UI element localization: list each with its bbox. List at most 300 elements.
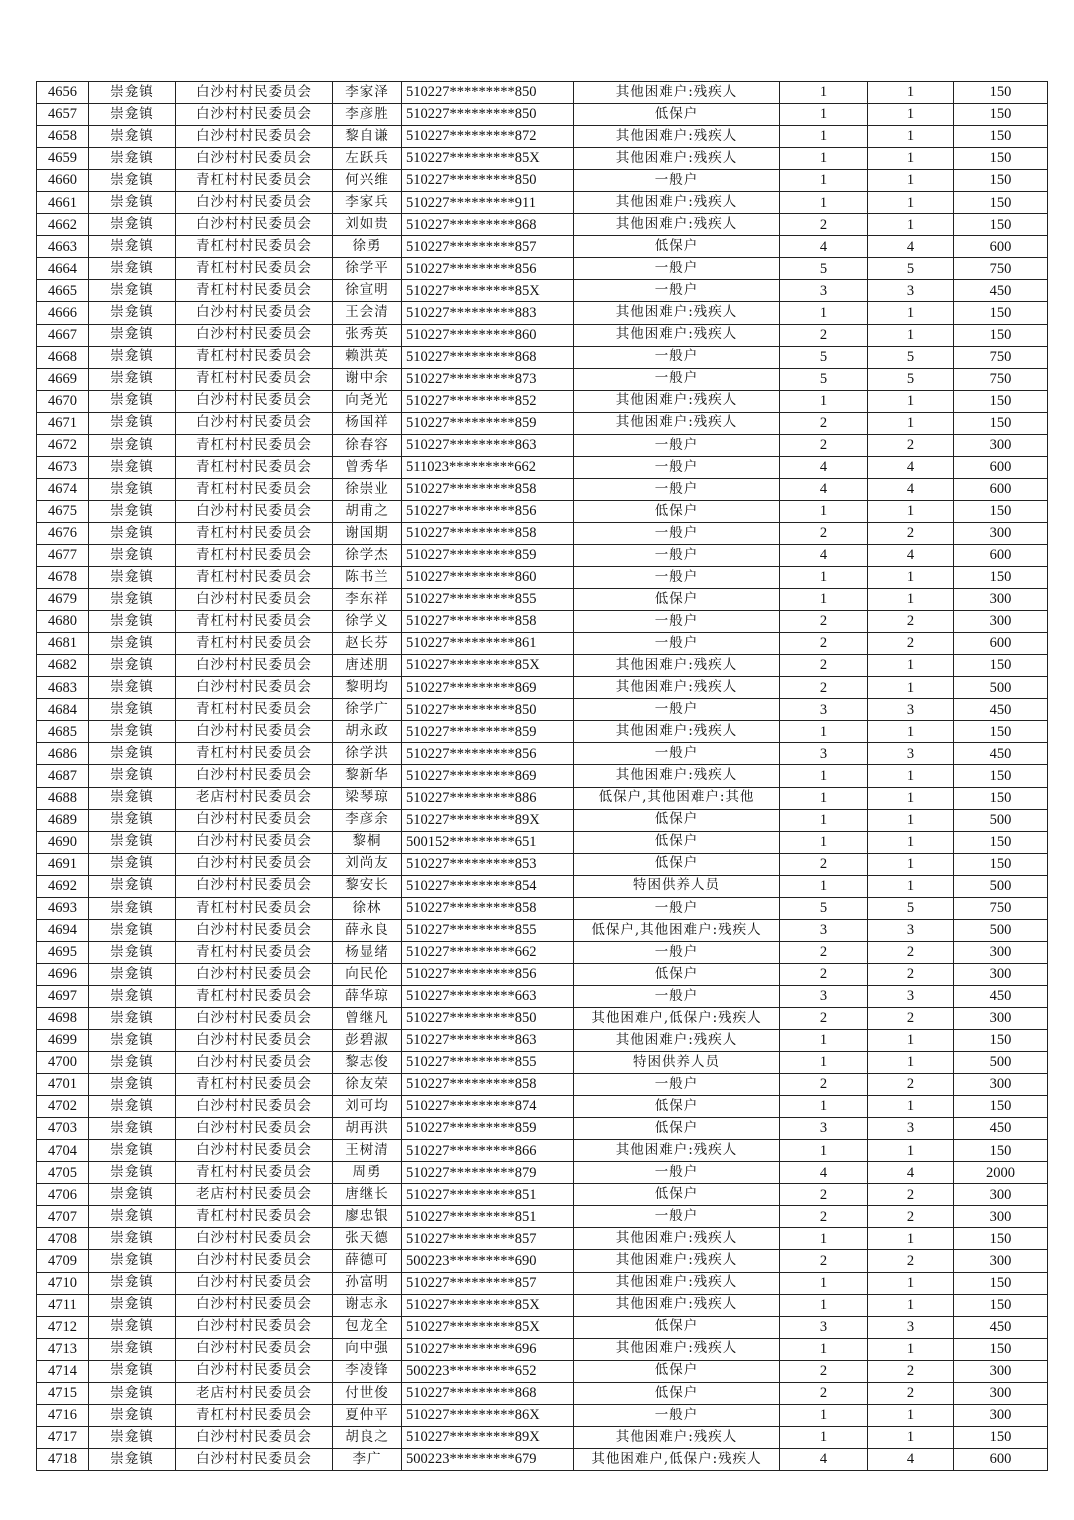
town-cell: 崇龛镇 bbox=[89, 1007, 176, 1029]
table-row bbox=[37, 236, 1048, 258]
beneficiary-count-cell: 1 bbox=[868, 1140, 954, 1162]
id-number-cell: 510227*********859 bbox=[402, 412, 574, 434]
id-number-cell: 510227*********662 bbox=[402, 941, 574, 963]
serial-number-cell: 4708 bbox=[37, 1228, 89, 1250]
serial-number-cell: 4701 bbox=[37, 1074, 89, 1096]
household-type-cell: 一般户 bbox=[574, 1162, 780, 1184]
serial-number-cell: 4718 bbox=[37, 1448, 89, 1470]
table-row bbox=[37, 743, 1048, 765]
table-row bbox=[37, 1360, 1048, 1382]
town-cell: 崇龛镇 bbox=[89, 82, 176, 104]
serial-number-cell: 4668 bbox=[37, 346, 89, 368]
beneficiary-count-cell: 1 bbox=[868, 148, 954, 170]
village-committee-cell: 白沙村村民委员会 bbox=[176, 1338, 333, 1360]
household-type-cell: 其他困难户,低保户:残疾人 bbox=[574, 1448, 780, 1470]
id-number-cell: 510227*********86X bbox=[402, 1404, 574, 1426]
household-type-cell: 一般户 bbox=[574, 522, 780, 544]
household-size-cell: 1 bbox=[780, 500, 868, 522]
table-row bbox=[37, 1272, 1048, 1294]
household-size-cell: 1 bbox=[780, 1052, 868, 1074]
amount-cell: 300 bbox=[954, 1404, 1048, 1426]
village-committee-cell: 老店村村民委员会 bbox=[176, 1382, 333, 1404]
household-size-cell: 4 bbox=[780, 478, 868, 500]
id-number-cell: 510227*********85X bbox=[402, 655, 574, 677]
id-number-cell: 510227*********850 bbox=[402, 82, 574, 104]
household-size-cell: 1 bbox=[780, 1096, 868, 1118]
id-number-cell: 510227*********858 bbox=[402, 1074, 574, 1096]
amount-cell: 150 bbox=[954, 1228, 1048, 1250]
name-cell: 谢志永 bbox=[333, 1294, 402, 1316]
name-cell: 向中强 bbox=[333, 1338, 402, 1360]
table-row bbox=[37, 831, 1048, 853]
name-cell: 徐友荣 bbox=[333, 1074, 402, 1096]
amount-cell: 500 bbox=[954, 919, 1048, 941]
town-cell: 崇龛镇 bbox=[89, 853, 176, 875]
id-number-cell: 510227*********851 bbox=[402, 1184, 574, 1206]
village-committee-cell: 白沙村村民委员会 bbox=[176, 853, 333, 875]
beneficiary-count-cell: 2 bbox=[868, 434, 954, 456]
beneficiary-count-cell: 1 bbox=[868, 589, 954, 611]
table-row bbox=[37, 655, 1048, 677]
amount-cell: 150 bbox=[954, 831, 1048, 853]
amount-cell: 300 bbox=[954, 1206, 1048, 1228]
household-size-cell: 2 bbox=[780, 434, 868, 456]
household-size-cell: 2 bbox=[780, 1184, 868, 1206]
serial-number-cell: 4673 bbox=[37, 456, 89, 478]
serial-number-cell: 4665 bbox=[37, 280, 89, 302]
household-size-cell: 4 bbox=[780, 1162, 868, 1184]
household-type-cell: 一般户 bbox=[574, 897, 780, 919]
beneficiary-count-cell: 1 bbox=[868, 1272, 954, 1294]
table-row bbox=[37, 787, 1048, 809]
household-size-cell: 1 bbox=[780, 765, 868, 787]
id-number-cell: 510227*********856 bbox=[402, 500, 574, 522]
town-cell: 崇龛镇 bbox=[89, 743, 176, 765]
serial-number-cell: 4691 bbox=[37, 853, 89, 875]
household-type-cell: 其他困难户:残疾人 bbox=[574, 1030, 780, 1052]
beneficiary-count-cell: 2 bbox=[868, 1007, 954, 1029]
name-cell: 李彦胜 bbox=[333, 104, 402, 126]
amount-cell: 150 bbox=[954, 1272, 1048, 1294]
amount-cell: 300 bbox=[954, 1360, 1048, 1382]
town-cell: 崇龛镇 bbox=[89, 897, 176, 919]
village-committee-cell: 白沙村村民委员会 bbox=[176, 1228, 333, 1250]
amount-cell: 450 bbox=[954, 1118, 1048, 1140]
village-committee-cell: 青杠村村民委员会 bbox=[176, 1162, 333, 1184]
household-size-cell: 2 bbox=[780, 941, 868, 963]
village-committee-cell: 白沙村村民委员会 bbox=[176, 1140, 333, 1162]
household-size-cell: 1 bbox=[780, 302, 868, 324]
id-number-cell: 510227*********857 bbox=[402, 1272, 574, 1294]
beneficiary-count-cell: 1 bbox=[868, 1030, 954, 1052]
household-type-cell: 一般户 bbox=[574, 985, 780, 1007]
serial-number-cell: 4671 bbox=[37, 412, 89, 434]
serial-number-cell: 4679 bbox=[37, 589, 89, 611]
amount-cell: 600 bbox=[954, 478, 1048, 500]
household-size-cell: 2 bbox=[780, 1250, 868, 1272]
serial-number-cell: 4698 bbox=[37, 1007, 89, 1029]
household-size-cell: 4 bbox=[780, 1448, 868, 1470]
id-number-cell: 510227*********89X bbox=[402, 809, 574, 831]
table-row bbox=[37, 699, 1048, 721]
table-row bbox=[37, 589, 1048, 611]
name-cell: 廖忠银 bbox=[333, 1206, 402, 1228]
id-number-cell: 510227*********861 bbox=[402, 633, 574, 655]
village-committee-cell: 青杠村村民委员会 bbox=[176, 897, 333, 919]
household-type-cell: 一般户 bbox=[574, 478, 780, 500]
household-type-cell: 其他困难户:残疾人 bbox=[574, 765, 780, 787]
table-row bbox=[37, 1338, 1048, 1360]
town-cell: 崇龛镇 bbox=[89, 1448, 176, 1470]
household-size-cell: 2 bbox=[780, 611, 868, 633]
table-row bbox=[37, 765, 1048, 787]
town-cell: 崇龛镇 bbox=[89, 567, 176, 589]
household-size-cell: 3 bbox=[780, 1316, 868, 1338]
serial-number-cell: 4661 bbox=[37, 192, 89, 214]
table-row bbox=[37, 346, 1048, 368]
household-size-cell: 3 bbox=[780, 743, 868, 765]
town-cell: 崇龛镇 bbox=[89, 633, 176, 655]
table-row bbox=[37, 721, 1048, 743]
town-cell: 崇龛镇 bbox=[89, 126, 176, 148]
village-committee-cell: 白沙村村民委员会 bbox=[176, 214, 333, 236]
household-type-cell: 低保户 bbox=[574, 1316, 780, 1338]
household-type-cell: 其他困难户:残疾人 bbox=[574, 1250, 780, 1272]
town-cell: 崇龛镇 bbox=[89, 1316, 176, 1338]
table-row bbox=[37, 1052, 1048, 1074]
beneficiary-count-cell: 4 bbox=[868, 1448, 954, 1470]
table-row bbox=[37, 324, 1048, 346]
beneficiary-count-cell: 1 bbox=[868, 1404, 954, 1426]
household-type-cell: 一般户 bbox=[574, 699, 780, 721]
serial-number-cell: 4681 bbox=[37, 633, 89, 655]
beneficiary-count-cell: 1 bbox=[868, 126, 954, 148]
town-cell: 崇龛镇 bbox=[89, 258, 176, 280]
beneficiary-count-cell: 1 bbox=[868, 82, 954, 104]
beneficiary-count-cell: 2 bbox=[868, 1360, 954, 1382]
village-committee-cell: 白沙村村民委员会 bbox=[176, 1316, 333, 1338]
household-size-cell: 1 bbox=[780, 1140, 868, 1162]
name-cell: 徐学杰 bbox=[333, 544, 402, 566]
table-row bbox=[37, 192, 1048, 214]
id-number-cell: 510227*********860 bbox=[402, 567, 574, 589]
table-row bbox=[37, 919, 1048, 941]
household-type-cell: 一般户 bbox=[574, 280, 780, 302]
town-cell: 崇龛镇 bbox=[89, 831, 176, 853]
beneficiary-count-cell: 1 bbox=[868, 787, 954, 809]
amount-cell: 600 bbox=[954, 1448, 1048, 1470]
household-size-cell: 2 bbox=[780, 1206, 868, 1228]
household-type-cell: 其他困难户:残疾人 bbox=[574, 1426, 780, 1448]
name-cell: 刘如贵 bbox=[333, 214, 402, 236]
village-committee-cell: 白沙村村民委员会 bbox=[176, 82, 333, 104]
household-type-cell: 低保户 bbox=[574, 853, 780, 875]
household-type-cell: 低保户 bbox=[574, 500, 780, 522]
household-size-cell: 2 bbox=[780, 1074, 868, 1096]
town-cell: 崇龛镇 bbox=[89, 390, 176, 412]
serial-number-cell: 4695 bbox=[37, 941, 89, 963]
household-size-cell: 4 bbox=[780, 236, 868, 258]
id-number-cell: 510227*********868 bbox=[402, 346, 574, 368]
household-size-cell: 1 bbox=[780, 192, 868, 214]
household-size-cell: 2 bbox=[780, 963, 868, 985]
household-type-cell: 其他困难户,低保户:残疾人 bbox=[574, 1007, 780, 1029]
table-row bbox=[37, 456, 1048, 478]
village-committee-cell: 青杠村村民委员会 bbox=[176, 170, 333, 192]
town-cell: 崇龛镇 bbox=[89, 721, 176, 743]
name-cell: 李家兵 bbox=[333, 192, 402, 214]
amount-cell: 150 bbox=[954, 390, 1048, 412]
serial-number-cell: 4662 bbox=[37, 214, 89, 236]
town-cell: 崇龛镇 bbox=[89, 280, 176, 302]
village-committee-cell: 青杠村村民委员会 bbox=[176, 236, 333, 258]
amount-cell: 150 bbox=[954, 567, 1048, 589]
household-size-cell: 1 bbox=[780, 589, 868, 611]
town-cell: 崇龛镇 bbox=[89, 324, 176, 346]
household-type-cell: 一般户 bbox=[574, 456, 780, 478]
table-body bbox=[37, 82, 1048, 1471]
serial-number-cell: 4669 bbox=[37, 368, 89, 390]
name-cell: 黎安长 bbox=[333, 875, 402, 897]
village-committee-cell: 青杠村村民委员会 bbox=[176, 1206, 333, 1228]
beneficiary-count-cell: 1 bbox=[868, 412, 954, 434]
name-cell: 胡永政 bbox=[333, 721, 402, 743]
id-number-cell: 510227*********850 bbox=[402, 170, 574, 192]
name-cell: 谢中余 bbox=[333, 368, 402, 390]
id-number-cell: 510227*********873 bbox=[402, 368, 574, 390]
household-type-cell: 其他困难户:残疾人 bbox=[574, 1272, 780, 1294]
household-type-cell: 其他困难户:残疾人 bbox=[574, 721, 780, 743]
village-committee-cell: 青杠村村民委员会 bbox=[176, 258, 333, 280]
village-committee-cell: 白沙村村民委员会 bbox=[176, 302, 333, 324]
household-size-cell: 1 bbox=[780, 1272, 868, 1294]
id-number-cell: 510227*********879 bbox=[402, 1162, 574, 1184]
name-cell: 曾秀华 bbox=[333, 456, 402, 478]
household-type-cell: 一般户 bbox=[574, 941, 780, 963]
beneficiary-count-cell: 1 bbox=[868, 677, 954, 699]
household-type-cell: 特困供养人员 bbox=[574, 875, 780, 897]
table-row bbox=[37, 522, 1048, 544]
id-number-cell: 510227*********85X bbox=[402, 1316, 574, 1338]
village-committee-cell: 白沙村村民委员会 bbox=[176, 148, 333, 170]
serial-number-cell: 4707 bbox=[37, 1206, 89, 1228]
table-row bbox=[37, 677, 1048, 699]
town-cell: 崇龛镇 bbox=[89, 1228, 176, 1250]
household-size-cell: 5 bbox=[780, 346, 868, 368]
town-cell: 崇龛镇 bbox=[89, 1250, 176, 1272]
name-cell: 李家泽 bbox=[333, 82, 402, 104]
serial-number-cell: 4658 bbox=[37, 126, 89, 148]
id-number-cell: 510227*********851 bbox=[402, 1206, 574, 1228]
town-cell: 崇龛镇 bbox=[89, 368, 176, 390]
household-size-cell: 1 bbox=[780, 104, 868, 126]
household-type-cell: 一般户 bbox=[574, 258, 780, 280]
amount-cell: 150 bbox=[954, 302, 1048, 324]
household-type-cell: 其他困难户:残疾人 bbox=[574, 148, 780, 170]
name-cell: 赵长芬 bbox=[333, 633, 402, 655]
household-size-cell: 4 bbox=[780, 456, 868, 478]
serial-number-cell: 4715 bbox=[37, 1382, 89, 1404]
beneficiary-count-cell: 1 bbox=[868, 831, 954, 853]
household-size-cell: 3 bbox=[780, 985, 868, 1007]
id-number-cell: 510227*********911 bbox=[402, 192, 574, 214]
table-row bbox=[37, 104, 1048, 126]
serial-number-cell: 4709 bbox=[37, 1250, 89, 1272]
id-number-cell: 510227*********863 bbox=[402, 1030, 574, 1052]
town-cell: 崇龛镇 bbox=[89, 611, 176, 633]
village-committee-cell: 青杠村村民委员会 bbox=[176, 567, 333, 589]
household-type-cell: 低保户 bbox=[574, 1118, 780, 1140]
serial-number-cell: 4674 bbox=[37, 478, 89, 500]
name-cell: 赖洪英 bbox=[333, 346, 402, 368]
beneficiary-count-cell: 2 bbox=[868, 963, 954, 985]
serial-number-cell: 4712 bbox=[37, 1316, 89, 1338]
household-size-cell: 1 bbox=[780, 1228, 868, 1250]
town-cell: 崇龛镇 bbox=[89, 1272, 176, 1294]
amount-cell: 150 bbox=[954, 1096, 1048, 1118]
table-row bbox=[37, 875, 1048, 897]
household-size-cell: 2 bbox=[780, 214, 868, 236]
household-size-cell: 1 bbox=[780, 1030, 868, 1052]
name-cell: 徐学义 bbox=[333, 611, 402, 633]
beneficiary-count-cell: 3 bbox=[868, 699, 954, 721]
name-cell: 夏仲平 bbox=[333, 1404, 402, 1426]
id-number-cell: 510227*********868 bbox=[402, 1382, 574, 1404]
village-committee-cell: 老店村村民委员会 bbox=[176, 787, 333, 809]
amount-cell: 450 bbox=[954, 699, 1048, 721]
table-row bbox=[37, 390, 1048, 412]
household-type-cell: 其他困难户:残疾人 bbox=[574, 1140, 780, 1162]
beneficiary-count-cell: 2 bbox=[868, 611, 954, 633]
serial-number-cell: 4703 bbox=[37, 1118, 89, 1140]
id-number-cell: 510227*********883 bbox=[402, 302, 574, 324]
id-number-cell: 500223*********690 bbox=[402, 1250, 574, 1272]
table-row bbox=[37, 1184, 1048, 1206]
household-size-cell: 5 bbox=[780, 897, 868, 919]
village-committee-cell: 白沙村村民委员会 bbox=[176, 390, 333, 412]
name-cell: 王会清 bbox=[333, 302, 402, 324]
amount-cell: 150 bbox=[954, 1338, 1048, 1360]
household-size-cell: 1 bbox=[780, 82, 868, 104]
id-number-cell: 510227*********855 bbox=[402, 919, 574, 941]
beneficiary-count-cell: 1 bbox=[868, 192, 954, 214]
village-committee-cell: 青杠村村民委员会 bbox=[176, 368, 333, 390]
household-size-cell: 5 bbox=[780, 368, 868, 390]
serial-number-cell: 4710 bbox=[37, 1272, 89, 1294]
household-type-cell: 低保户 bbox=[574, 1184, 780, 1206]
household-type-cell: 低保户,其他困难户:其他 bbox=[574, 787, 780, 809]
amount-cell: 150 bbox=[954, 412, 1048, 434]
household-type-cell: 其他困难户:残疾人 bbox=[574, 390, 780, 412]
table-row bbox=[37, 126, 1048, 148]
beneficiary-count-cell: 1 bbox=[868, 302, 954, 324]
town-cell: 崇龛镇 bbox=[89, 765, 176, 787]
name-cell: 胡再洪 bbox=[333, 1118, 402, 1140]
village-committee-cell: 白沙村村民委员会 bbox=[176, 919, 333, 941]
household-size-cell: 3 bbox=[780, 699, 868, 721]
village-committee-cell: 白沙村村民委员会 bbox=[176, 1030, 333, 1052]
amount-cell: 150 bbox=[954, 214, 1048, 236]
amount-cell: 150 bbox=[954, 1294, 1048, 1316]
name-cell: 向尧光 bbox=[333, 390, 402, 412]
household-size-cell: 3 bbox=[780, 1118, 868, 1140]
serial-number-cell: 4690 bbox=[37, 831, 89, 853]
beneficiary-count-cell: 1 bbox=[868, 170, 954, 192]
household-size-cell: 1 bbox=[780, 390, 868, 412]
beneficiary-count-cell: 2 bbox=[868, 1184, 954, 1206]
beneficiary-count-cell: 1 bbox=[868, 567, 954, 589]
amount-cell: 150 bbox=[954, 82, 1048, 104]
town-cell: 崇龛镇 bbox=[89, 1118, 176, 1140]
beneficiary-count-cell: 1 bbox=[868, 765, 954, 787]
table-row bbox=[37, 82, 1048, 104]
town-cell: 崇龛镇 bbox=[89, 1096, 176, 1118]
serial-number-cell: 4672 bbox=[37, 434, 89, 456]
table-row bbox=[37, 1250, 1048, 1272]
table-row bbox=[37, 1096, 1048, 1118]
beneficiary-count-cell: 2 bbox=[868, 633, 954, 655]
amount-cell: 300 bbox=[954, 1250, 1048, 1272]
village-committee-cell: 白沙村村民委员会 bbox=[176, 1007, 333, 1029]
town-cell: 崇龛镇 bbox=[89, 1140, 176, 1162]
serial-number-cell: 4688 bbox=[37, 787, 89, 809]
id-number-cell: 510227*********853 bbox=[402, 853, 574, 875]
household-size-cell: 1 bbox=[780, 831, 868, 853]
village-committee-cell: 白沙村村民委员会 bbox=[176, 655, 333, 677]
id-number-cell: 510227*********868 bbox=[402, 214, 574, 236]
table-row bbox=[37, 633, 1048, 655]
table-row bbox=[37, 148, 1048, 170]
beneficiary-count-cell: 1 bbox=[868, 214, 954, 236]
household-type-cell: 其他困难户:残疾人 bbox=[574, 412, 780, 434]
name-cell: 曾继凡 bbox=[333, 1007, 402, 1029]
amount-cell: 300 bbox=[954, 941, 1048, 963]
amount-cell: 150 bbox=[954, 1140, 1048, 1162]
town-cell: 崇龛镇 bbox=[89, 346, 176, 368]
table-row bbox=[37, 1206, 1048, 1228]
amount-cell: 150 bbox=[954, 104, 1048, 126]
id-number-cell: 510227*********858 bbox=[402, 897, 574, 919]
amount-cell: 450 bbox=[954, 1316, 1048, 1338]
town-cell: 崇龛镇 bbox=[89, 1206, 176, 1228]
town-cell: 崇龛镇 bbox=[89, 544, 176, 566]
household-type-cell: 其他困难户:残疾人 bbox=[574, 192, 780, 214]
household-size-cell: 1 bbox=[780, 1426, 868, 1448]
town-cell: 崇龛镇 bbox=[89, 655, 176, 677]
household-type-cell: 低保户 bbox=[574, 1360, 780, 1382]
amount-cell: 450 bbox=[954, 280, 1048, 302]
table-row bbox=[37, 985, 1048, 1007]
beneficiary-count-cell: 3 bbox=[868, 985, 954, 1007]
town-cell: 崇龛镇 bbox=[89, 1338, 176, 1360]
village-committee-cell: 白沙村村民委员会 bbox=[176, 126, 333, 148]
serial-number-cell: 4696 bbox=[37, 963, 89, 985]
name-cell: 黎桐 bbox=[333, 831, 402, 853]
table-row bbox=[37, 1294, 1048, 1316]
id-number-cell: 510227*********859 bbox=[402, 1118, 574, 1140]
village-committee-cell: 白沙村村民委员会 bbox=[176, 809, 333, 831]
household-type-cell: 一般户 bbox=[574, 743, 780, 765]
name-cell: 黎自谦 bbox=[333, 126, 402, 148]
serial-number-cell: 4689 bbox=[37, 809, 89, 831]
town-cell: 崇龛镇 bbox=[89, 478, 176, 500]
household-type-cell: 一般户 bbox=[574, 1206, 780, 1228]
serial-number-cell: 4694 bbox=[37, 919, 89, 941]
serial-number-cell: 4656 bbox=[37, 82, 89, 104]
beneficiary-count-cell: 5 bbox=[868, 346, 954, 368]
household-size-cell: 2 bbox=[780, 655, 868, 677]
table-row bbox=[37, 412, 1048, 434]
